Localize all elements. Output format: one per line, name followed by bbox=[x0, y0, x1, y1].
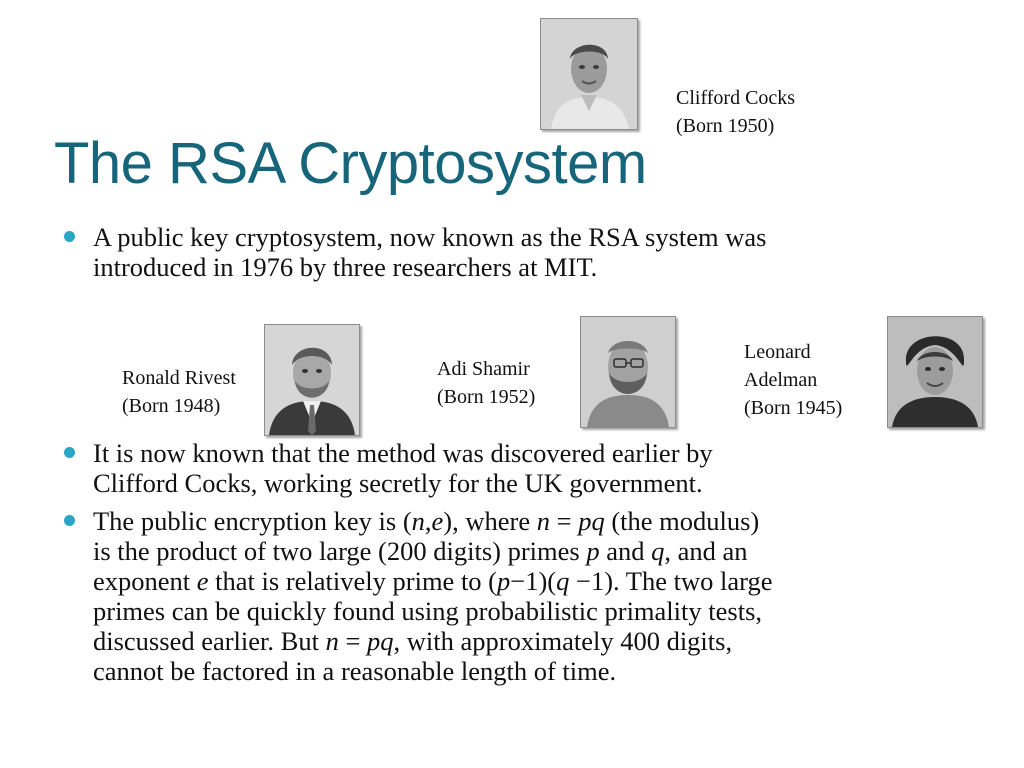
bullet-dot-icon bbox=[64, 447, 75, 458]
adi-shamir-born: (Born 1952) bbox=[437, 386, 536, 408]
ronald-rivest-photo bbox=[264, 324, 360, 436]
clifford-cocks-name: Clifford Cocks bbox=[676, 87, 796, 109]
bullet-1-text bbox=[93, 222, 973, 282]
bullet-dot-icon bbox=[64, 515, 75, 526]
bullet-3-line-2: is the product of two large (200 digits) primes p and q, and an bbox=[93, 536, 748, 566]
bullet-3-text bbox=[93, 506, 973, 686]
bullet-3-line-4: primes can be quickly found using probabilistic primality tests, bbox=[93, 596, 763, 626]
bullet-2-line-1: It is now known that the method was discovered earlier by bbox=[93, 438, 713, 468]
clifford-cocks-born: (Born 1950) bbox=[676, 115, 775, 137]
leonard-adelman-name-line-2: Adelman bbox=[744, 369, 818, 391]
adi-shamir-caption bbox=[437, 355, 535, 411]
bullet-3-line-1: The public encryption key is (n,e), where n = pq (the modulus) bbox=[93, 506, 760, 536]
leonard-adelman-photo bbox=[887, 316, 983, 428]
ronald-rivest-caption bbox=[122, 364, 236, 420]
bullet-dot-icon bbox=[64, 231, 75, 242]
adi-shamir-photo bbox=[580, 316, 676, 428]
ronald-rivest-name: Ronald Rivest bbox=[122, 367, 236, 389]
bullet-3-line-3: exponent e that is relatively prime to (p−1)(q −1). The two large bbox=[93, 566, 773, 596]
bullet-1-line-1: A public key cryptosystem, now known as the RSA system was bbox=[93, 222, 767, 252]
clifford-cocks-photo bbox=[540, 18, 638, 130]
bullet-3-line-5: discussed earlier. But n = pq, with approximately 400 digits, bbox=[93, 626, 733, 656]
slide-title: The RSA Cryptosystem bbox=[54, 131, 647, 196]
bullet-2-line-2: Clifford Cocks, working secretly for the UK government. bbox=[93, 468, 703, 498]
adi-shamir-name: Adi Shamir bbox=[437, 358, 530, 380]
bullet-3-line-6: cannot be factored in a reasonable length of time. bbox=[93, 656, 617, 686]
clifford-cocks-caption bbox=[676, 84, 795, 140]
leonard-adelman-born: (Born 1945) bbox=[744, 397, 843, 419]
leonard-adelman-caption bbox=[744, 338, 842, 422]
leonard-adelman-name-line-1: Leonard bbox=[744, 341, 811, 363]
ronald-rivest-born: (Born 1948) bbox=[122, 395, 221, 417]
bullet-2-text bbox=[93, 438, 973, 498]
bullet-1-line-2: introduced in 1976 by three researchers at MIT. bbox=[93, 252, 598, 282]
